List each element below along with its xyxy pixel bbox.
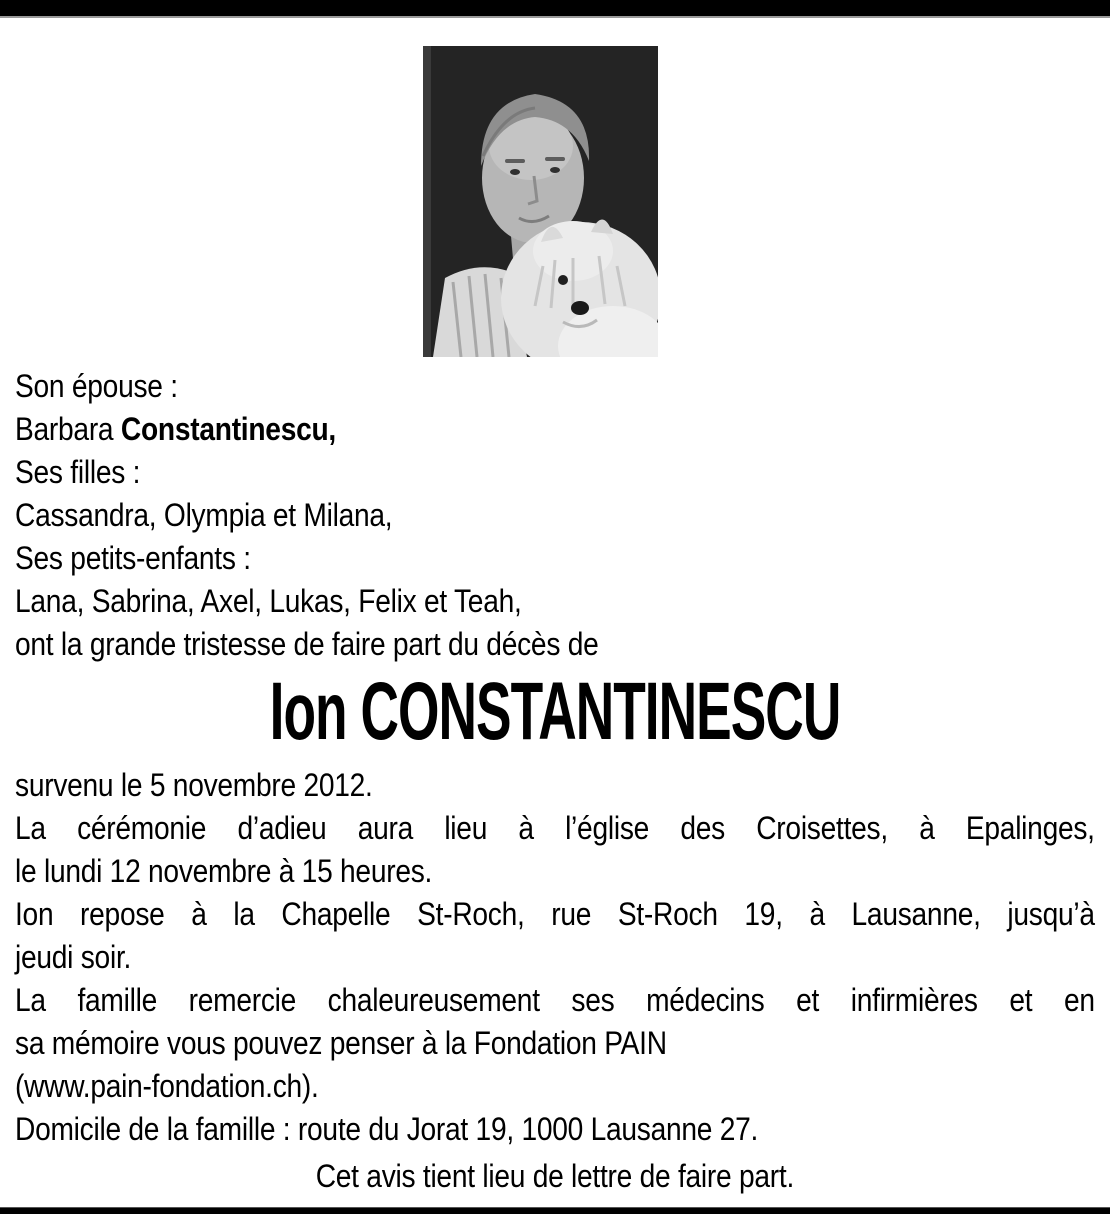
notice-line-ceremony-2: le lundi 12 novembre à 15 heures.: [15, 853, 433, 889]
grandchildren-label: Ses petits-enfants :: [15, 540, 251, 576]
spouse-name-line: [15, 408, 1095, 451]
bottom-rule: [0, 1207, 1110, 1214]
top-rule: [0, 0, 1110, 18]
portrait-photo: [423, 46, 658, 357]
notice-line-thanks-1: La famille remercie chaleureusement ses médecins et infirmières et en: [15, 982, 1095, 1018]
closing-line: Cet avis tient lieu de lettre de faire part.: [315, 1158, 795, 1194]
notice-line-domicile: Domicile de la famille : route du Jorat 19, 1000 Lausanne 27.: [15, 1111, 759, 1147]
spouse-label: Son épouse :: [15, 368, 178, 404]
family-block: [15, 357, 1095, 666]
notice-line-repose-2: jeudi soir.: [15, 939, 132, 975]
notice-line-ceremony-1: La cérémonie d’adieu aura lieu à l’église des Croisettes, à Epalinges,: [15, 810, 1095, 846]
daughters-names: Cassandra, Olympia et Milana,: [15, 497, 393, 533]
notice-line-date: survenu le 5 novembre 2012.: [15, 767, 373, 803]
notice-block: [15, 764, 1095, 1198]
grandchildren-names: Lana, Sabrina, Axel, Lukas, Felix et Teah,: [15, 583, 522, 619]
spouse-family-name: Constantinescu,: [120, 411, 337, 447]
daughters-label: Ses filles :: [15, 454, 141, 490]
spouse-first-name: Barbara: [15, 411, 121, 447]
notice-line-foundation-url: (www.pain-fondation.ch).: [15, 1068, 319, 1104]
announcement-line: ont la grande tristesse de faire part du décès de: [15, 626, 599, 662]
notice-line-repose-1: Ion repose à la Chapelle St-Roch, rue St-Roch 19, à Lausanne, jusqu’à: [15, 896, 1095, 932]
notice-line-thanks-2: sa mémoire vous pouvez penser à la Fondation PAIN: [15, 1025, 667, 1061]
portrait-photo-illustration: [423, 46, 658, 357]
deceased-name-title: Ion CONSTANTINESCU: [269, 666, 841, 757]
